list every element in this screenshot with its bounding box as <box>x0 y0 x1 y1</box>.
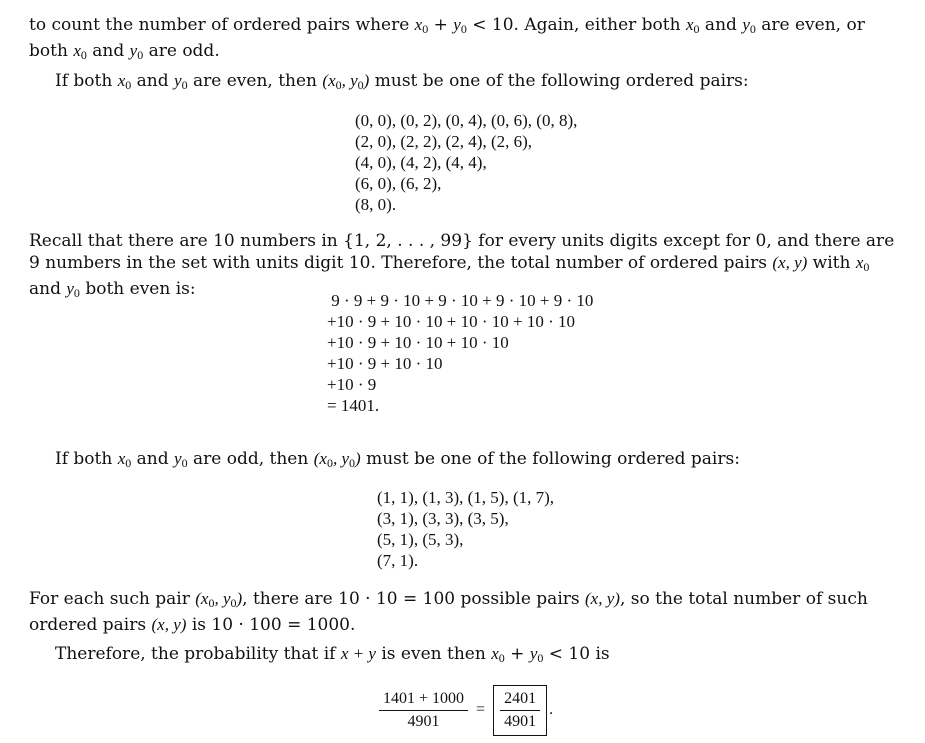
answer-denominator: 4901 <box>504 712 537 730</box>
final-answer <box>379 684 553 736</box>
equals-sign: = <box>476 701 486 718</box>
paragraph-odd-intro <box>29 448 901 474</box>
even-pairs-line: (8, 0). <box>355 195 397 214</box>
equation-line: +10 · 9 <box>327 375 377 394</box>
text: is even then <box>375 644 492 664</box>
xy-pair: (x, y) <box>772 253 808 272</box>
text: and <box>131 449 175 469</box>
x0-symbol: $x_0$ <box>855 253 870 274</box>
text: are odd, then <box>187 449 314 469</box>
text: Recall that there are 10 numbers in {1, 2, . . . , 99} for every units digits except for 0, and there are 9 numbers in the set with units digit 10. Therefore, the total number of ordered pairs <box>29 231 895 273</box>
answer-fraction <box>500 688 540 733</box>
even-pairs-line: (0, 0), (0, 2), (0, 4), (0, 6), (0, 8), <box>355 111 578 130</box>
text: , there are 10 · 10 = 100 possible pairs <box>242 589 586 609</box>
even-sum-equation <box>327 290 593 416</box>
xy-pair: (x, y) <box>151 615 187 634</box>
y0-symbol: $y_0$ <box>66 279 80 300</box>
odd-pairs-line: (7, 1). <box>377 551 419 570</box>
text: + <box>504 644 530 664</box>
even-pairs-line: (2, 0), (2, 2), (2, 4), (2, 6), <box>355 132 533 151</box>
text: with <box>807 253 856 273</box>
even-pairs-line: (6, 0), (6, 2), <box>355 174 442 193</box>
final-period: . <box>549 701 554 718</box>
y0-symbol: $y_0$ <box>174 71 188 92</box>
x0-symbol: $x_0$ <box>414 15 429 36</box>
y0-symbol: $y_0$ <box>174 449 188 470</box>
text: For each such pair <box>29 589 196 609</box>
odd-pairs-list <box>377 487 554 571</box>
paragraph-intro <box>29 14 901 66</box>
x0-symbol: $x_0$ <box>491 644 505 665</box>
odd-pairs-line: (5, 1), (5, 3), <box>377 530 464 549</box>
x0-symbol: $x_0$ <box>73 41 87 62</box>
x0-symbol: $x_0$ <box>117 449 132 470</box>
text: and <box>131 71 175 91</box>
y0-symbol: $y_0$ <box>453 15 467 36</box>
text: , so the total number of such ordered pairs <box>29 589 868 635</box>
equation-line: = 1401. <box>327 396 380 415</box>
text: and <box>86 41 130 61</box>
text: are even, or both <box>29 15 865 61</box>
text: are odd. <box>143 41 220 61</box>
x0-symbol: $x_0$ <box>117 71 132 92</box>
even-pairs-line: (4, 0), (4, 2), (4, 4), <box>355 153 487 172</box>
x0-symbol: $x_0$ <box>685 15 700 36</box>
equation-line: +10 · 9 + 10 · 10 <box>327 354 443 373</box>
text: is 10 · 100 = 1000. <box>186 615 356 635</box>
x-plus-y: x + y <box>340 644 376 663</box>
y0-symbol: $y_0$ <box>129 41 144 62</box>
x0y0-pair: ($x_0$, $y_0$) <box>322 71 370 92</box>
text: are even, then <box>187 71 323 91</box>
text: must be one of the following ordered pairs: <box>360 449 740 469</box>
x0y0-pair: ($x_0$, $y_0$) <box>195 589 243 610</box>
text: and <box>699 15 743 35</box>
y0-symbol: $y_0$ <box>529 644 544 665</box>
text: If both <box>55 71 118 91</box>
fraction-denominator: 4901 <box>407 712 440 730</box>
odd-pairs-line: (1, 1), (1, 3), (1, 5), (1, 7), <box>377 488 555 507</box>
even-pairs-list <box>355 110 577 215</box>
text: to count the number of ordered pairs where <box>29 15 415 35</box>
fraction-numerator: 1401 + 1000 <box>383 689 465 707</box>
paragraph-probability <box>29 643 901 669</box>
text: < 10. Again, either both <box>466 15 686 35</box>
equation-line: +10 · 9 + 10 · 10 + 10 · 10 + 10 · 10 <box>327 312 575 331</box>
y0-symbol: $y_0$ <box>742 15 756 36</box>
x0y0-pair: ($x_0$, $y_0$) <box>313 449 361 470</box>
answer-numerator: 2401 <box>504 689 537 707</box>
text: and <box>29 279 67 299</box>
odd-pairs-line: (3, 1), (3, 3), (3, 5), <box>377 509 509 528</box>
equation-line: +10 · 9 + 10 · 10 + 10 · 10 <box>327 333 509 352</box>
text: must be one of the following ordered pairs: <box>369 71 749 91</box>
paragraph-odd-count <box>29 588 901 636</box>
boxed-answer <box>493 685 547 736</box>
text: both even is: <box>79 279 196 299</box>
text: < 10 is <box>543 644 610 664</box>
xy-pair: (x, y) <box>585 589 620 608</box>
text: Therefore, the probability that if <box>55 644 341 664</box>
probability-fraction <box>379 688 468 733</box>
text: If both <box>55 449 118 469</box>
paragraph-even-intro <box>29 70 901 96</box>
text: + <box>428 15 454 35</box>
equation-line: 9 · 9 + 9 · 10 + 9 · 10 + 9 · 10 + 9 · 10 <box>327 291 594 310</box>
